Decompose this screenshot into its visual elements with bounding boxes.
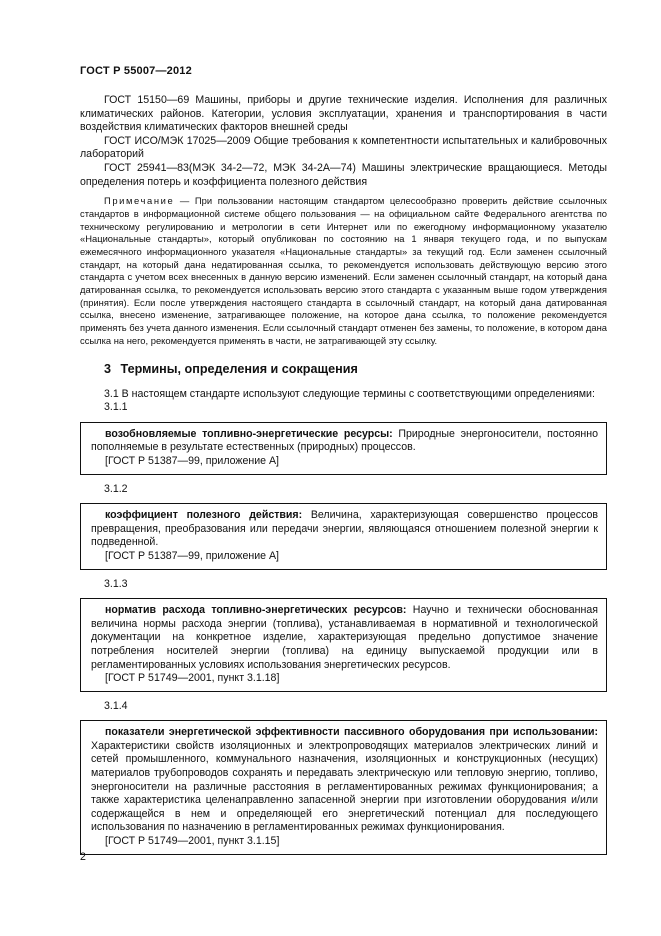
term-source: [ГОСТ Р 51749—2001, пункт 3.1.18] bbox=[105, 672, 280, 685]
note-label: Примечание bbox=[104, 195, 175, 207]
reference-gost-15150: ГОСТ 15150—69 Машины, приборы и другие технические изделия. Исполнения для различных климатических районов. Категории, условия эксплуатации, хранения и транспортирования в части воздействия климатических факторов внешней среды bbox=[80, 94, 607, 134]
reference-gost-25941: ГОСТ 25941—83(МЭК 34-2—72, МЭК 34-2А—74) Машины электрические вращающиеся. Методы определения потерь и коэффициента полезного действия bbox=[80, 161, 607, 188]
page-content bbox=[80, 94, 607, 855]
term-definition bbox=[91, 726, 598, 835]
term-definition-box bbox=[80, 720, 607, 854]
term-name: коэффициент полезного действия: bbox=[105, 509, 303, 522]
reference-gost-iso-17025: ГОСТ ИСО/МЭК 17025—2009 Общие требования к компетентности испытательных и калибровочных лабораторий bbox=[80, 134, 607, 161]
term-source: [ГОСТ Р 51387—99, приложение А] bbox=[105, 549, 279, 562]
term-name: показатели энергетической эффективности пассивного оборудования при использовании: bbox=[105, 726, 598, 739]
clause-number: 3.1.1 bbox=[104, 401, 128, 414]
term-name: возобновляемые топливно-энергетические ресурсы: bbox=[105, 427, 393, 440]
document-header: ГОСТ Р 55007—2012 bbox=[80, 65, 192, 77]
definition-text: Научно и технически обоснованная величина нормы расхода энергии (топлива), устанавливаемая в нормативной и технологической документации на конкретное изделие, характеризующая предельно допустимое значение потребления носителей энергии (топлива) на единицу выпускаемой продукции или в регламентированных условиях использования энергетических ресурсов. bbox=[91, 604, 599, 671]
section-number: 3 bbox=[104, 361, 112, 376]
term-source: [ГОСТ Р 51749—2001, пункт 3.1.15] bbox=[105, 835, 280, 848]
section-title: Термины, определения и сокращения bbox=[120, 361, 358, 376]
note-paragraph bbox=[80, 195, 607, 347]
term-definition bbox=[91, 604, 598, 672]
clause-number: 3.1.2 bbox=[104, 482, 128, 495]
term-name: норматив расхода топливно-энергетических ресурсов: bbox=[105, 604, 407, 617]
definition-text: Величина, характеризующая совершенство процессов превращения, преобразования или передачи энергии, являющаяся отношением полезной энергии к подведенной. bbox=[91, 509, 599, 549]
term-definition bbox=[91, 428, 598, 455]
clause-number: 3.1.3 bbox=[104, 577, 128, 590]
note-text: — При пользовании настоящим стандартом целесообразно проверить действие ссылочных стандартов в информационной системе общего пользования — на официальном сайте Федерального агентства по техническому регулированию и метрологии в сети Интернет или по ежегодному информационному указателю «Национальные стандарты», который опубликован по состоянию на 1 января текущего года, и по выпускам ежемесячного информационного указателя «Национальные стандарты» за текущий год. Если заменен ссылочный стандарт, на который дана недатированная ссылка, то рекомендуется использовать действующую версию этого стандарта с учетом всех внесенных в данную версию изменений. Если заменен ссылочный стандарт, на который дана датированная ссылка, то рекомендуется использовать версию этого стандарта с указанным выше годом утверждения (принятия). Если после утверждения настоящего стандарта в ссылочный стандарт, на который дана датированная ссылка, внесено изменение, затрагивающее положение, на которое дана ссылка, то положение рекомендуется применять без учета данного изменения. Если ссылочный стандарт отменен без замены, то положение, в котором дана ссылка на него, рекомендуется применять в части, не затрагивающей эту ссылку. bbox=[80, 195, 607, 346]
section-heading bbox=[104, 362, 607, 376]
term-definition bbox=[91, 509, 598, 550]
definition-text: Характеристики свойств изоляционных и электропроводящих материалов электрических линий и сетей промышленного, коммунального назначения, изоляционных и конструкционных (несущих) материалов трубопроводов сохранять и передавать электрическую или тепловую энергию, топливо, энергоносители на различные расстояния в регламентированных режимах функционирования; а также характеристика целенаправленно запасенной энергии при изготовлении оборудования и/или содержащейся в нем и определяющей его энергетический потенциал для последующего использования по назначению в регламентированных режимах функционирования. bbox=[91, 739, 598, 834]
term-definition-box bbox=[80, 422, 607, 475]
definition-text: Природные энергоносители, постоянно пополняемые в результате естественных (природных) процессов. bbox=[91, 427, 599, 454]
term-definition-box bbox=[80, 503, 607, 569]
page-number: 2 bbox=[80, 851, 86, 863]
section-intro: 3.1 В настоящем стандарте используют следующие термины с соответствующими определениями: bbox=[104, 387, 595, 400]
term-source: [ГОСТ Р 51387—99, приложение А] bbox=[105, 454, 279, 467]
clause-number: 3.1.4 bbox=[104, 699, 128, 712]
term-definition-box bbox=[80, 598, 607, 692]
